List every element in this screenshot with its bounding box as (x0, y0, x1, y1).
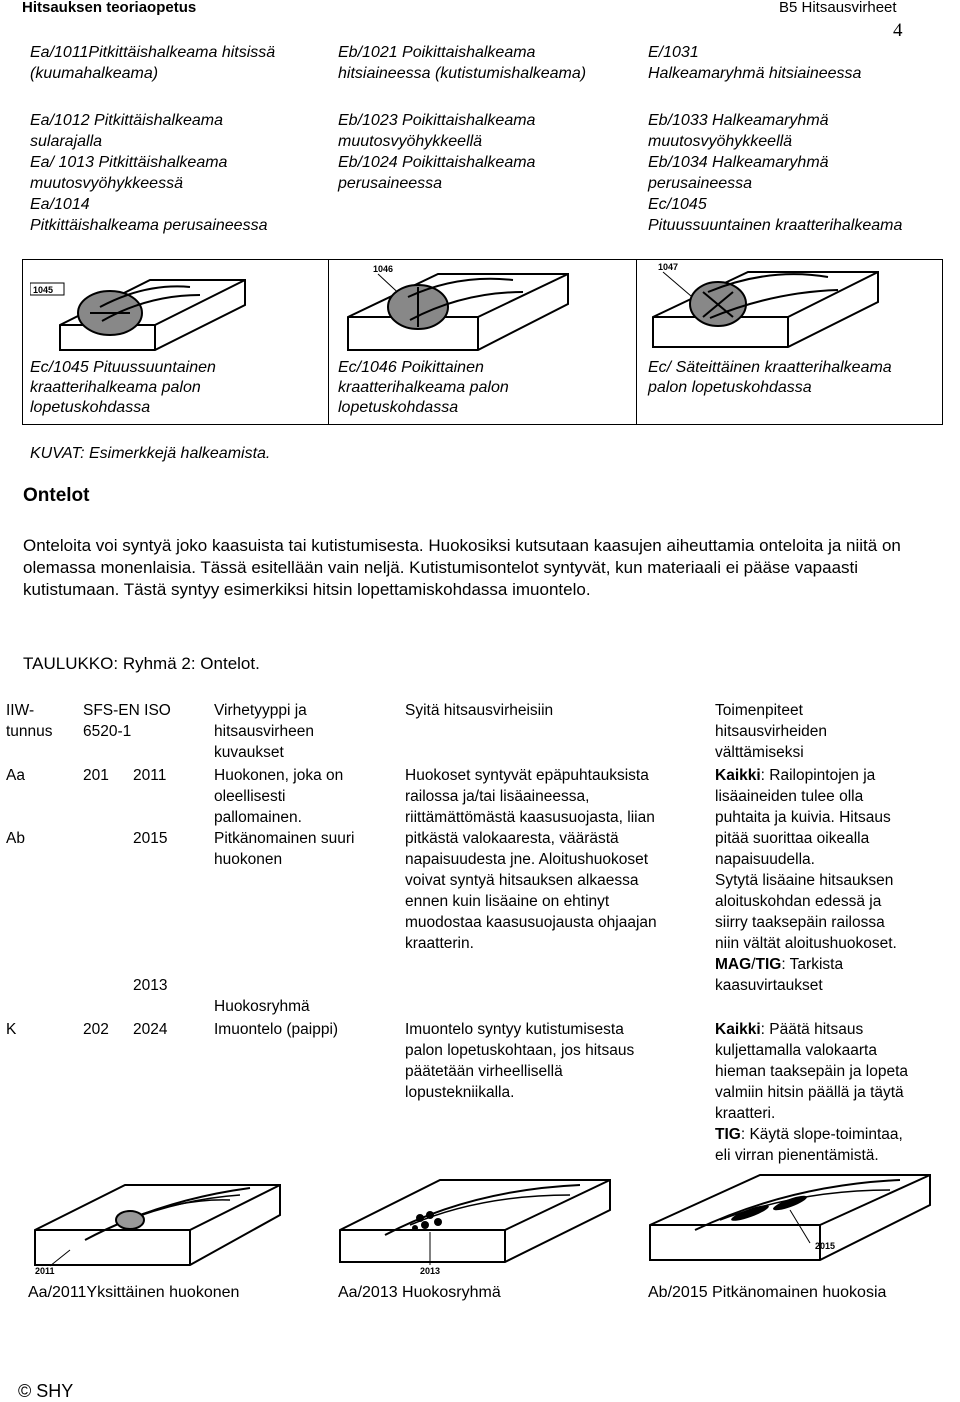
figure-caption: Ec/1045 Pituussuuntainen kraatterihalkeama palon lopetuskohdassa (30, 359, 216, 416)
header-cell: Virhetyyppi ja hitsausvirheen kuvaukset (214, 702, 314, 761)
header-chapter: B5 Hitsausvirheet (779, 0, 897, 16)
crack-code-cell: Ea/1011Pitkittäishalkeama hitsissä (kuumahalkeama) (30, 44, 276, 82)
figure-caption: Aa/2013 Huokosryhmä (338, 1284, 501, 1301)
iso-code-sub: 2011 2015 2013 (133, 767, 168, 994)
header-cell: IIW- tunnus (6, 702, 53, 740)
remedy-keyword: Kaikki (715, 1021, 761, 1038)
header-cell: SFS-EN ISO 6520-1 (83, 702, 171, 740)
section-heading: Ontelot (23, 485, 90, 506)
figure-caption: Ab/2015 Pitkänomainen huokosia (648, 1284, 887, 1301)
weld-crack-illustration-1047 (648, 262, 888, 357)
copyright-footer: © SHY (18, 1381, 74, 1401)
figure-number: 1046 (373, 264, 394, 274)
iiw-code: Aa Ab (6, 767, 25, 847)
table-row (0, 1017, 954, 1166)
section-paragraph: Onteloita voi syntyä joko kaasuista tai kutistumisesta. Huokosiksi kutsutaan kaasujen aiheuttamia onteloita ja niitä on olemassa monenlaisia. Tässä esitellään vain neljä. Kutistumisontelot syntyvät, kun materiaali ei pääse vapaasti kutistumaan. Tästä syntyy esimerkiksi hitsin lopettamiskohdassa imuontelo. (23, 536, 901, 599)
weld-crack-illustration-1045 (30, 265, 260, 355)
remedy-keyword: MAG (715, 956, 752, 973)
figure-caption: Aa/2011Yksittäinen huokonen (28, 1284, 240, 1301)
crack-code-cell: Ea/1012 Pitkittäishalkeama sularajalla Ea/ 1013 Pitkittäishalkeama muutosvyöhykkeessä Ea/1014 Pitkittäishalkeama perusaineessa (30, 112, 268, 234)
remedy-text: : Railopintojen ja lisäaineiden tulee olla puhtaita ja kuivia. Hitsaus pitää suorittaa oikealla napaisuudella. Sytytä lisäaine hitsauksen aloituskohdan edessä ja siirry taaksepäin railossa niin vältät aloitushuokoset. (715, 767, 897, 952)
pore-illustration-2013 (330, 1170, 620, 1280)
remedy-text: : Päätä hitsaus kuljettamalla valokaarta hieman taaksepäin ja lopeta valmiin hitsin päällä ja täytä kraatteri. (715, 1021, 909, 1122)
remedy-text: : Käytä slope-toimintaa, eli virran pienentämistä. (715, 1126, 903, 1164)
defect-remedy (709, 1017, 954, 1166)
table-caption: TAULUKKO: Ryhmä 2: Ontelot. (23, 654, 260, 673)
defect-type: Imuontelo (paippi) (214, 1021, 339, 1038)
iso-code-sub: 2024 (133, 1021, 168, 1038)
remedy-text: : Tarkista kaasuvirtaukset (715, 956, 844, 994)
iso-code-main: 202 (83, 1021, 109, 1038)
defect-remedy (709, 763, 954, 1017)
remedy-keyword: TIG (755, 956, 782, 973)
figure-number: 2013 (420, 1266, 441, 1276)
porosity-table (0, 698, 954, 1166)
defect-cause: Huokoset syntyvät epäpuhtauksista railossa ja/tai lisäaineessa, riittämättömästä kaasusuojasta, liian pitkästä valokaaresta, väärästä napaisuudesta jne. Aloitushuokoset voivat syntyä hitsauksen alkaessa ennen kuin lisäaine on ehtinyt muodostaa kaasusuojausta ohjaajan kraatterin. (405, 767, 657, 952)
figure-number: 2015 (815, 1241, 836, 1251)
defect-type: Huokonen, joka on oleellisesti pallomainen. Pitkänomainen suuri huokonen Huokosryhmä (214, 767, 355, 1015)
figure-caption: Ec/1046 Poikittainen kraatterihalkeama palon lopetuskohdassa (338, 359, 509, 416)
remedy-text: / (751, 956, 756, 973)
crack-code-cell: Eb/1033 Halkeamaryhmä muutosvyöhykkeellä Eb/1034 Halkeamaryhmä perusaineessa Ec/1045 Pituussuuntainen kraatterihalkeama (648, 112, 903, 234)
weld-crack-illustration-1046 (338, 262, 578, 357)
iso-code-main: 201 (83, 767, 109, 784)
defect-cause: Imuontelo syntyy kutistumisesta palon lopetuskohtaan, jos hitsaus päätetään virheellisellä lopustekniikalla. (405, 1021, 635, 1101)
figure-number: 2011 (35, 1266, 55, 1276)
pore-illustration-2011 (30, 1170, 300, 1280)
crack-code-cell: Eb/1021 Poikittaishalkeama hitsiaineessa (kutistumishalkeama) (338, 44, 587, 82)
header-title: Hitsauksen teoriaopetus (22, 0, 197, 16)
crack-code-cell: E/1031 Halkeamaryhmä hitsiaineessa (648, 44, 862, 82)
header-cell: Syitä hitsausvirheisiin (405, 702, 554, 719)
pore-illustration-2015 (640, 1165, 940, 1280)
figure-caption: Ec/ Säteittäinen kraatterihalkeama palon lopetuskohdassa (648, 359, 892, 396)
iiw-code: K (6, 1021, 17, 1038)
page-number: 4 (893, 20, 903, 41)
table-row (0, 763, 954, 1017)
figure-number: 1045 (33, 285, 54, 295)
crack-code-cell: Eb/1023 Poikittaishalkeama muutosvyöhykkeellä Eb/1024 Poikittaishalkeama perusaineessa (338, 112, 536, 192)
table-header-row (0, 698, 954, 763)
header-cell: Toimenpiteet hitsausvirheiden välttämiseksi (715, 702, 828, 761)
remedy-keyword: TIG (715, 1126, 741, 1143)
figure-number: 1047 (658, 262, 679, 272)
remedy-keyword: Kaikki (715, 767, 761, 784)
figures-note: KUVAT: Esimerkkejä halkeamista. (30, 445, 271, 462)
